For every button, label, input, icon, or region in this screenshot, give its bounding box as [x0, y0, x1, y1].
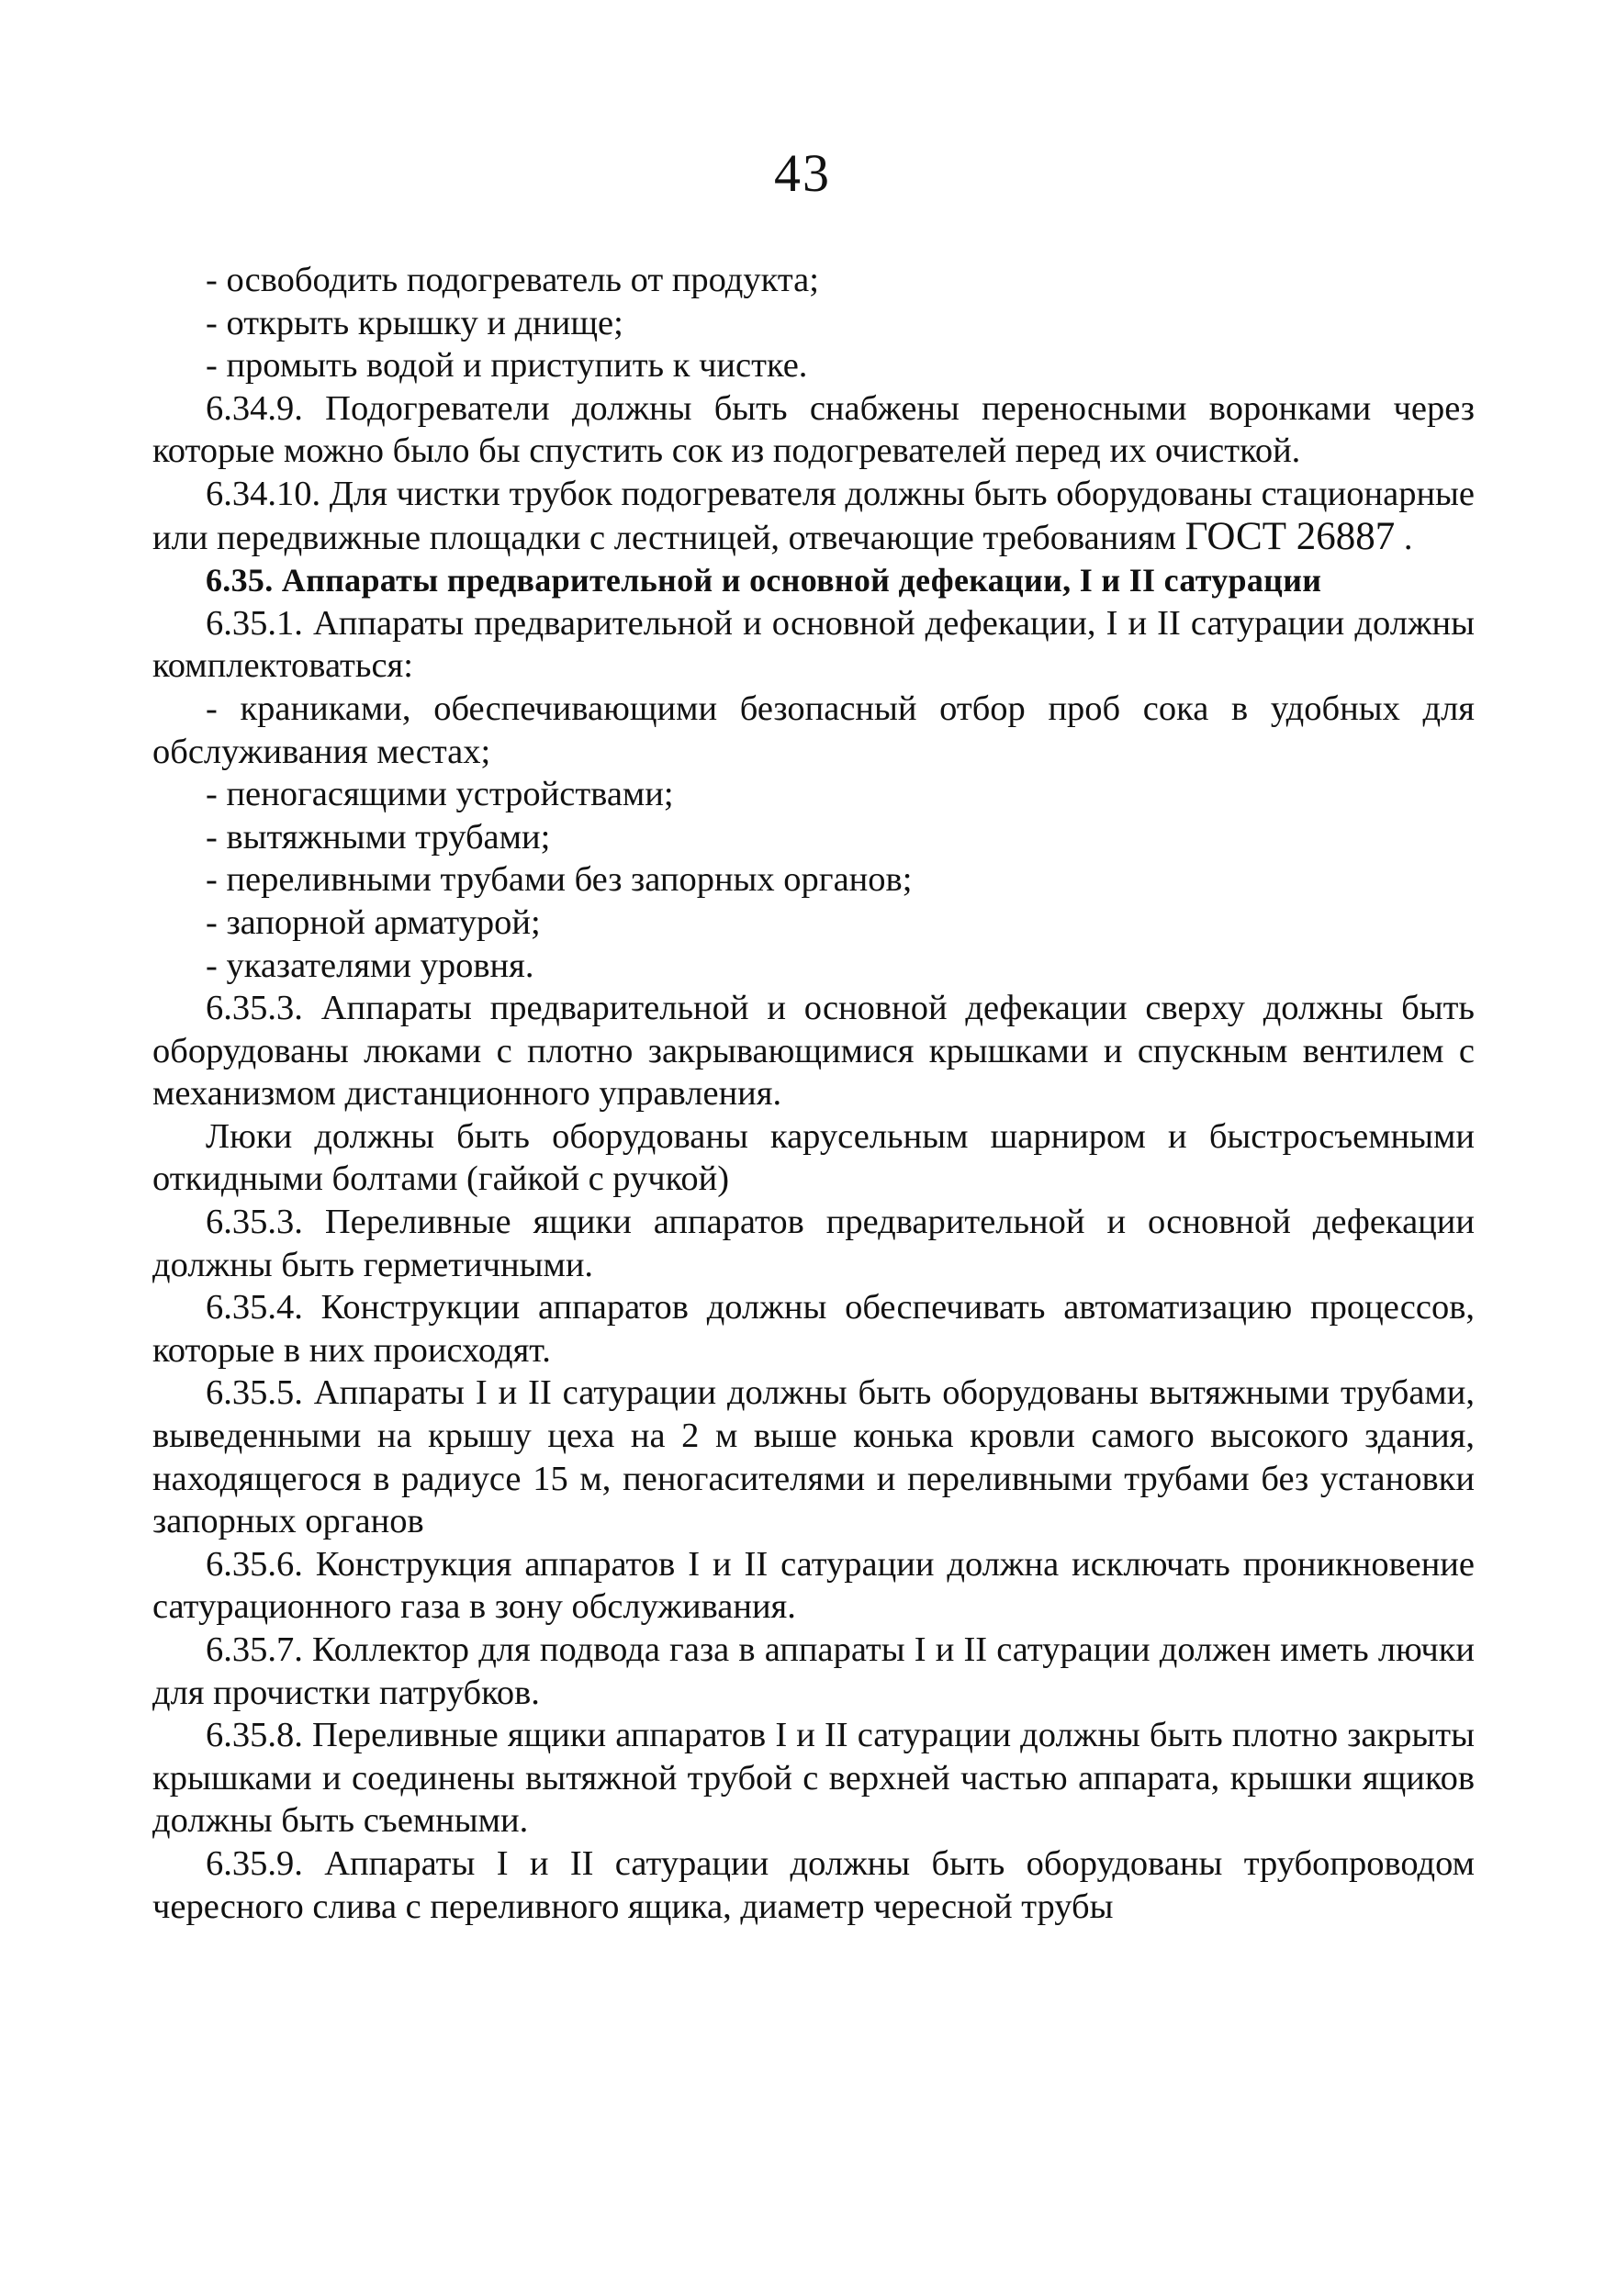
- step-free-heater: - освободить подогреватель от продукта;: [206, 261, 819, 299]
- step-open-cover: - открыть крышку и днище;: [206, 303, 623, 342]
- paragraph-6-35-4: 6.35.4. Конструкции аппаратов должны обеспечивать автоматизацию процессов, которые в них происходят.: [152, 1288, 1475, 1370]
- paragraph-6-35-6: 6.35.6. Конструкция аппаратов I и II сатурации должна исключать проникновение сатурационного газа в зону обслуживания.: [152, 1544, 1475, 1627]
- paragraph-6-35-8: 6.35.8. Переливные ящики аппаратов I и II сатурации должны быть плотно закрыты крышками и соединены вытяжной трубой с верхней частью аппарата, крышки ящиков должны быть съемными.: [152, 1716, 1475, 1841]
- body-text: [152, 259, 1475, 1928]
- paragraph-6-34-10-text: 6.34.10. Для чистки трубок подогревателя должны быть оборудованы стационарные или передвижные площадки с лестницей, отвечающие требованиям: [152, 474, 1475, 557]
- paragraph-6-34-10-end: .: [1403, 518, 1413, 557]
- procedure-steps: [152, 259, 1475, 387]
- paragraph-6-35-7: 6.35.7. Коллектор для подвода газа в аппараты I и II сатурации должен иметь лючки для прочистки патрубков.: [152, 1630, 1475, 1712]
- paragraph-6-35-5: 6.35.5. Аппараты I и II сатурации должны быть оборудованы вытяжными трубами, выведенными на крышу цеха на 2 м выше конька кровли самого высокого здания, находящегося в радиусе 15 м, пеногасителями и переливными трубами без установки запорных органов: [152, 1373, 1475, 1541]
- step-rinse: - промыть водой и приступить к чистке.: [206, 346, 808, 386]
- page-number: 43: [774, 143, 831, 203]
- list-item-shutoff-valves: - запорной арматурой;: [206, 902, 541, 942]
- gost-reference: ГОСТ 26887: [1184, 514, 1396, 558]
- list-item-level-gauges: - указателями уровня.: [206, 946, 534, 985]
- paragraph-6-34-10: [152, 473, 1475, 559]
- list-item-foam-devices: - пеногасящими устройствами;: [206, 775, 674, 814]
- equipment-list: [152, 688, 1475, 987]
- list-item-overflow-pipes: - переливными трубами без запорных органов;: [206, 860, 913, 900]
- section-heading-6-35: 6.35. Аппараты предварительной и основной дефекации, I и II сатурации: [206, 562, 1322, 599]
- list-item-taps: - краниками, обеспечивающими безопасный отбор проб сока в удобных для обслуживания местах;: [152, 689, 1475, 771]
- paragraph-6-35-9: 6.35.9. Аппараты I и II сатурации должны быть оборудованы трубопроводом чересного слива с переливного ящика, диаметр чересной трубы: [152, 1843, 1475, 1926]
- list-item-exhaust-pipes: - вытяжными трубами;: [206, 817, 551, 857]
- paragraph-6-34-9: 6.34.9. Подогреватели должны быть снабжены переносными воронками через которые можно было бы спустить сок из подогревателей перед их очисткой.: [152, 388, 1475, 471]
- paragraph-hatch-hinges: Люки должны быть оборудованы карусельным шарниром и быстросъемными откидными болтами (гайкой с ручкой): [152, 1116, 1475, 1199]
- paragraph-6-35-1: 6.35.1. Аппараты предварительной и основной дефекации, I и II сатурации должны комплектоваться:: [152, 603, 1475, 686]
- paragraph-6-35-3-hatches: 6.35.3. Аппараты предварительной и основной дефекации сверху должны быть оборудованы люками с плотно закрывающимися крышками и спускным вентилем с механизмом дистанционного управления.: [152, 989, 1475, 1114]
- paragraph-6-35-3-overflow-boxes: 6.35.3. Переливные ящики аппаратов предварительной и основной дефекации должны быть герметичными.: [152, 1203, 1475, 1284]
